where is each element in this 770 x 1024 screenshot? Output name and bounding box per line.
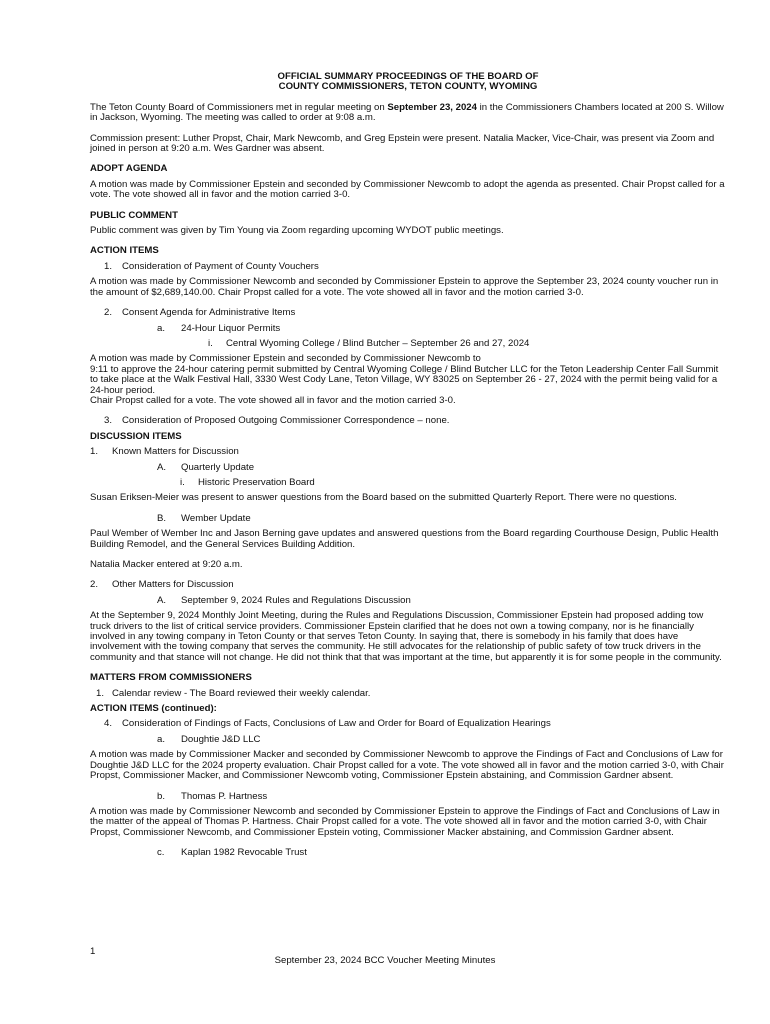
title-line-1: OFFICIAL SUMMARY PROCEEDINGS OF THE BOARD OF: [277, 71, 539, 82]
present-paragraph: Commission present: Luther Propst, Chair, Mark Newcomb, and Greg Epstein were present. Natalia Macker, Vice-Chair, was present via Zoom and joined in person at 9:20 a.m. Wes Gardner was absent.: [90, 132, 715, 155]
list-item: c. Kaplan 1982 Revocable Trust: [157, 847, 307, 859]
doughtie-motion-text: A motion was made by Commissioner Macker and seconded by Commissioner Newcomb to approve the Findings of Fact and Conclusions of Law for Doughtie J&D LLC for the 2024 property evaluation. Chair Propst called for a vote. The vote showed all in favor and the motion carried 3-0, with Chair Propst, Commissioner Macker, and Commissioner Newcomb voting, Commissioner Epstein abstaining, and Commission Gardner absent.: [90, 749, 724, 782]
intro-text: The Teton County Board of Commissioners met in regular meeting on: [90, 101, 388, 113]
list-item: 2. Consent Agenda for Administrative Items: [103, 307, 296, 319]
list-item: i. Central Wyoming College / Blind Butcher – September 26 and 27, 2024: [208, 337, 530, 349]
list-item: 1. Consideration of Payment of County Vouchers: [103, 260, 319, 272]
rules-discussion-text: At the September 9, 2024 Monthly Joint Meeting, during the Rules and Regulations Discussion, Commissioner Epstein had proposed adding tow truck drivers to the list of critical service providers. Commissioner Epstein clarified that he does not own a towing company, nor is he financially involved in any towing company in Teton County or that serves Teton County. In saying that, there is somebody in his family that does have involvement with the towing company that serves the community. He still advocates for the relationship of public safety of tow truck drivers in the community and that stance will not change. He did not think that that was important at the time, but apparently it is for some people in the community.: [90, 610, 722, 663]
discussion-items-heading: DISCUSSION ITEMS: [90, 430, 182, 442]
document-page: [90, 72, 726, 864]
list-item: 3. Consideration of Proposed Outgoing Commissioner Correspondence – none.: [103, 415, 450, 427]
preservation-text: Susan Eriksen-Meier was present to answer questions from the Board based on the submitted Quarterly Report. There were no questions.: [90, 492, 677, 504]
vouchers-motion-text: A motion was made by Commissioner Newcomb and seconded by Commissioner Epstein to approve the September 23, 2024 county voucher run in the amount of $2,689,140.00. Chair Propst called for a vote. The vote showed all in favor and the motion carried 3-0.: [90, 276, 719, 298]
wember-text: Paul Wember of Wember Inc and Jason Berning gave updates and answered questions from the Board regarding Courthouse Design, Public Health Building Remodel, and the General Services Building Addition.: [90, 528, 719, 550]
list-item: A. Quarterly Update: [157, 461, 255, 473]
list-item: i. Historic Preservation Board: [180, 476, 315, 488]
list-item: a. 24-Hour Liquor Permits: [157, 322, 281, 334]
adopt-agenda-text: A motion was made by Commissioner Epstein and seconded by Commissioner Newcomb to adopt the agenda as presented. Chair Propst called for a vote. The vote showed all in favor and the motion carried 3-0.: [90, 178, 725, 201]
title-line-2: COUNTY COMMISSIONERS, TETON COUNTY, WYOMING: [278, 81, 538, 93]
list-item: A. September 9, 2024 Rules and Regulations Discussion: [157, 594, 411, 606]
list-item: 2. Other Matters for Discussion: [90, 579, 234, 591]
public-comment-text: Public comment was given by Tim Young via Zoom regarding upcoming WYDOT public meetings.: [90, 225, 504, 237]
meeting-date: September 23, 2024: [387, 101, 477, 113]
list-item: 1. Calendar review - The Board reviewed their weekly calendar.: [96, 687, 371, 699]
public-comment-heading: PUBLIC COMMENT: [90, 209, 178, 221]
page-footer: September 23, 2024 BCC Voucher Meeting Minutes: [274, 955, 496, 966]
document-title: [90, 72, 726, 93]
action-continued-heading: ACTION ITEMS (continued):: [90, 703, 217, 715]
list-item: B. Wember Update: [157, 512, 251, 524]
hartness-motion-text: A motion was made by Commissioner Newcomb and seconded by Commissioner Epstein to approve the Findings of Fact and Conclusions of Law in the matter of the appeal of Thomas P. Hartness. Chair Propst called for a vote. The vote showed all in favor and the motion carried 3-0, with Chair Propst, Commissioner Newcomb, and Commissioner Epstein voting, Commissioner Macker abstaining, and Commission Gardner absent.: [90, 805, 720, 838]
list-item: 1. Known Matters for Discussion: [90, 446, 239, 458]
intro-text-end: in the Commissioners Chambers located at 200 S. Willow in Jackson, Wyoming. The meeting was called to order at 9:08 a.m.: [90, 101, 724, 124]
intro-paragraph: [90, 103, 726, 124]
adopt-agenda-heading: ADOPT AGENDA: [90, 163, 168, 175]
list-item: a. Doughtie J&D LLC: [157, 733, 261, 745]
macker-entered-text: Natalia Macker entered at 9:20 a.m.: [90, 559, 243, 570]
liquor-motion-text: A motion was made by Commissioner Epstein and seconded by Commissioner Newcomb to 9:11 to approve the 24-hour catering permit submitted by Central Wyoming College / Blind Butcher LLC for the Teton Leadership Center Fall Summit to take place at the Walk Festival Hall, 3330 West Cody Lane, Teton Village, WY 83025 on September 26 - 27, 2024 with the permit being valid for a 24-hour period. Chair Propst called for a vote. The vote showed all in favor and the motion carried 3-0.: [90, 353, 719, 406]
list-item: 4. Consideration of Findings of Facts, Conclusions of Law and Order for Board of Equalization Hearings: [103, 718, 551, 730]
action-items-heading: ACTION ITEMS: [90, 245, 159, 257]
matters-heading: MATTERS FROM COMMISSIONERS: [90, 672, 252, 684]
list-item: b. Thomas P. Hartness: [157, 790, 268, 802]
page-number: 1: [90, 946, 96, 957]
